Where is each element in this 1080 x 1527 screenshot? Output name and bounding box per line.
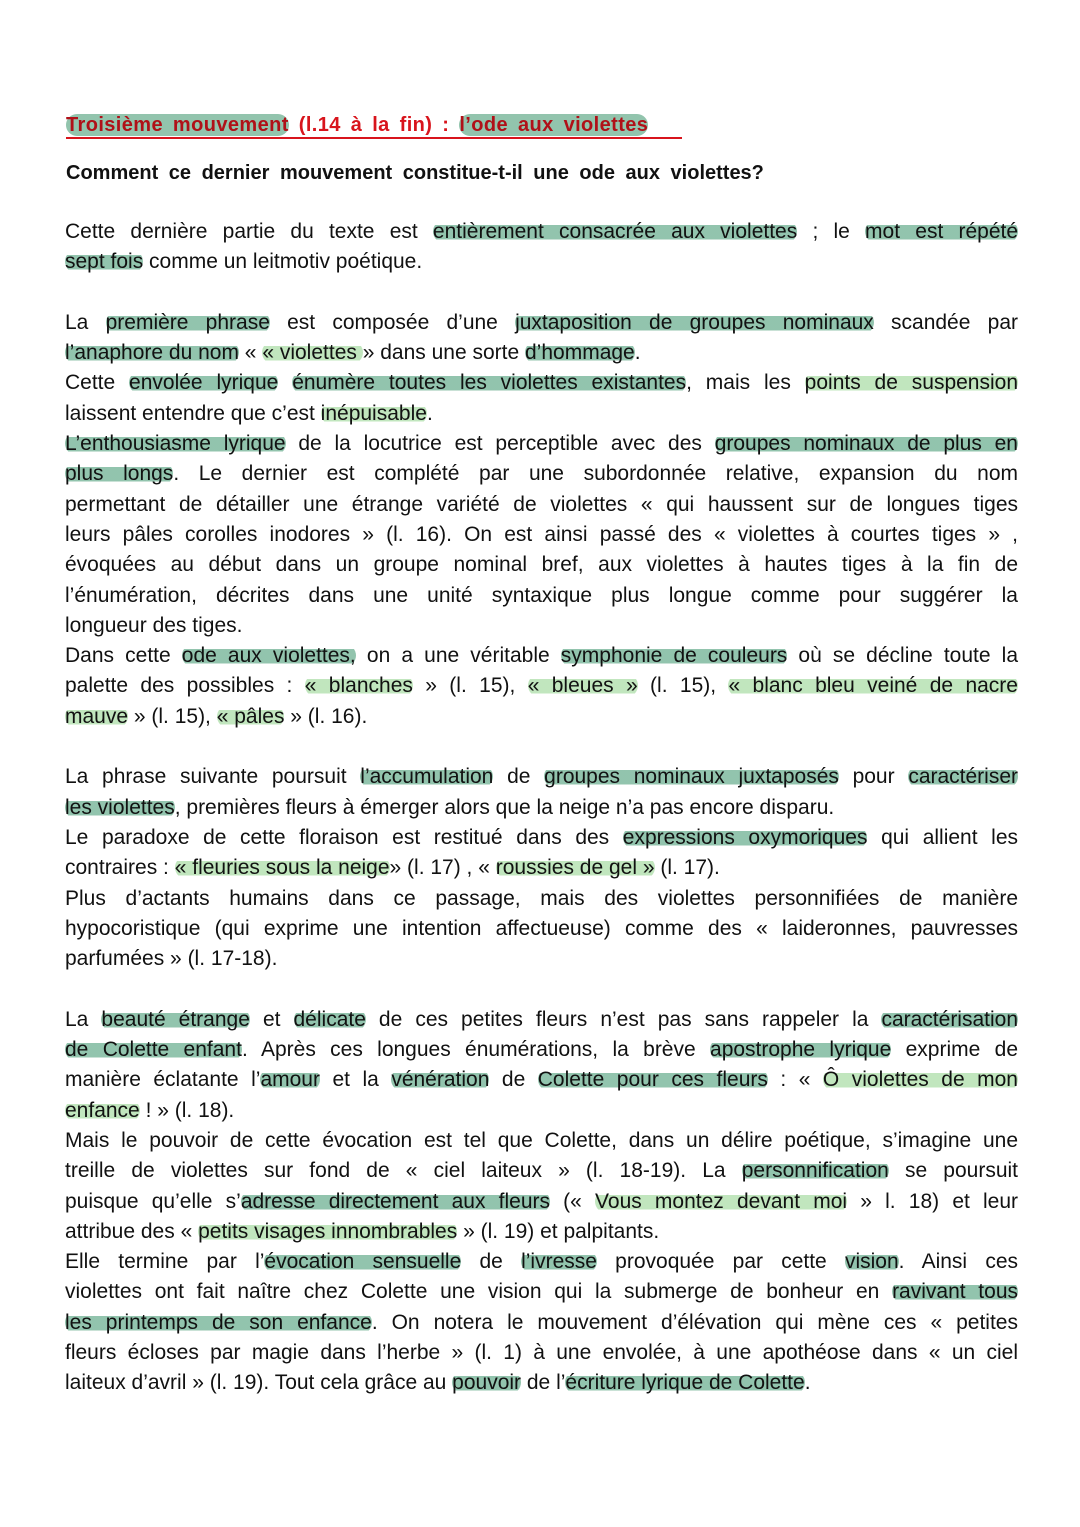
text-run: longueur des tiges.	[65, 613, 243, 637]
text-line	[65, 520, 1018, 550]
text-run: La	[65, 1007, 102, 1031]
text-line	[65, 1187, 1018, 1217]
text-run: » l. 18) et leur	[847, 1189, 1019, 1213]
text-run: .	[426, 401, 433, 425]
highlight-dark: groupes nominaux de plus en	[714, 432, 1018, 456]
text-run: , mais les	[686, 371, 805, 395]
text-run: de la locutrice est perceptible avec des	[285, 432, 715, 456]
text-run: permettant de détailler une étrange variété de violettes « qui haussent sur de longues tiges	[65, 492, 1018, 516]
text-line	[65, 1247, 1018, 1277]
text-run: .	[804, 1371, 811, 1395]
text-run: provoquée par cette	[596, 1250, 845, 1274]
highlight-light: « fleuries sous la neige	[174, 856, 390, 880]
highlight-dark: caractérisation	[881, 1007, 1019, 1031]
text-run: . On notera le mouvement d’élévation qui mène ces « petites	[371, 1310, 1018, 1334]
text-line	[65, 1308, 1018, 1338]
text-run: de l’	[521, 1371, 566, 1395]
text-run: «	[238, 341, 263, 365]
text-line	[65, 884, 1018, 914]
text-run: hypocoristique (qui exprime une intention affectueuse) comme des « laideronnes, pauvresses	[65, 916, 1018, 940]
text-run: » (l. 15),	[412, 674, 528, 698]
highlight-dark: caractériser	[908, 765, 1019, 789]
text-line	[65, 611, 1018, 641]
text-line	[65, 1096, 1018, 1126]
text-run: Dans cette	[65, 644, 182, 668]
highlight-dark: adresse directement aux fleurs	[240, 1189, 550, 1213]
highlight-dark: écriture lyrique de Colette	[565, 1371, 805, 1395]
text-run: («	[550, 1189, 596, 1213]
highlight-dark: les printemps de son enfance	[65, 1310, 372, 1334]
highlight-dark: l’ivresse	[521, 1250, 597, 1274]
text-run: ! » (l. 18).	[139, 1098, 235, 1122]
text-run: se poursuit	[888, 1159, 1018, 1183]
text-line	[65, 944, 1018, 974]
text-line	[65, 1126, 1018, 1156]
text-run: l’énumération, décrites dans une unité syntaxique plus longue comme pour suggérer la	[65, 583, 1018, 607]
text-run: et la	[319, 1068, 392, 1092]
text-run: violettes ont fait naître chez Colette une vision qui la submerge de bonheur en	[65, 1280, 893, 1304]
text-line	[65, 1277, 1018, 1307]
text-run: Cette	[65, 371, 130, 395]
text-line	[65, 1035, 1018, 1065]
highlight-light: Vous montez devant moi	[595, 1189, 848, 1213]
highlight-light: « violettes	[262, 341, 363, 365]
guiding-question: Comment ce dernier mouvement constitue-t-il une ode aux violettes?	[66, 162, 764, 184]
text-line	[65, 490, 1018, 520]
highlight-dark: première phrase	[105, 310, 270, 334]
text-run: palette des possibles :	[65, 674, 305, 698]
text-run: : «	[767, 1068, 823, 1092]
highlight-dark: l’accumulation	[360, 765, 494, 789]
highlight-dark: amour	[260, 1068, 320, 1092]
text-run: laiteux d’avril » (l. 19). Tout cela grâce au	[65, 1371, 453, 1395]
text-run: laissent entendre que c’est	[65, 401, 321, 425]
highlight-dark: beauté étrange	[101, 1007, 250, 1031]
text-line	[65, 671, 1018, 701]
text-line	[65, 1156, 1018, 1186]
text-run: (l.14 à la fin) :	[288, 114, 460, 137]
text-run: où se décline toute la	[787, 644, 1019, 668]
text-run: (l. 17).	[654, 856, 720, 880]
text-run: est composée d’une	[269, 310, 516, 334]
paragraph-block	[65, 1005, 1018, 1399]
text-run: manière éclatante l’	[65, 1068, 261, 1092]
highlight-dark: l’ode aux violettes	[459, 114, 649, 137]
text-line	[65, 762, 1018, 792]
highlight-dark: vénération	[391, 1068, 490, 1092]
text-line	[65, 459, 1018, 489]
text-run: » (l. 17) , «	[389, 856, 496, 880]
text-line	[65, 1217, 1018, 1247]
highlight-light: Ô violettes de mon	[822, 1068, 1018, 1092]
text-run: Cette dernière partie du texte est	[65, 220, 433, 243]
highlight-light: « pâles	[216, 704, 285, 728]
text-run: Le paradoxe de cette floraison est restitué dans des	[65, 825, 623, 849]
text-run: . Le dernier est complété par une subordonnée relative, expansion du nom	[173, 462, 1018, 486]
text-run: , premières fleurs à émerger alors que la neige n’a pas encore disparu.	[174, 795, 835, 819]
highlight-dark: expressions oxymoriques	[622, 825, 868, 849]
text-line	[65, 641, 1018, 671]
text-run: » (l. 16).	[284, 704, 368, 728]
text-line	[65, 338, 1018, 368]
text-line	[65, 429, 1018, 459]
text-line	[65, 550, 1018, 580]
highlight-light: petits visages innombrables	[198, 1219, 458, 1243]
text-run: de	[461, 1250, 522, 1274]
highlight-dark: énumère toutes les violettes existantes	[292, 371, 687, 395]
text-run: contraires :	[65, 856, 175, 880]
text-run: comme un leitmotiv poétique.	[143, 250, 423, 274]
highlight-dark: de Colette enfant	[65, 1038, 242, 1062]
highlight-dark: Troisième mouvement	[66, 114, 289, 137]
text-run: attribue des «	[65, 1219, 199, 1243]
highlight-light: « bleues »	[527, 674, 638, 698]
highlight-light: points de suspension	[804, 371, 1019, 395]
text-line	[65, 914, 1018, 944]
highlight-dark: apostrophe lyrique	[710, 1038, 892, 1062]
text-run: parfumées » (l. 17-18).	[65, 947, 278, 971]
text-run: de ces petites fleurs n’est pas sans rappeler la	[365, 1007, 882, 1031]
highlight-light: inépuisable	[320, 401, 427, 425]
text-line	[65, 702, 1018, 732]
text-run: La phrase suivante poursuit	[65, 765, 361, 789]
paragraph-block	[65, 762, 1018, 974]
highlight-light: « blanc bleu veiné de nacre	[728, 674, 1018, 698]
highlight-dark: pouvoir	[452, 1371, 522, 1395]
section-title	[66, 113, 682, 139]
text-run: exprime de	[891, 1038, 1019, 1062]
text-run: » (l. 15),	[128, 704, 217, 728]
text-run: de	[493, 765, 545, 789]
text-line	[65, 793, 1018, 823]
paragraph-block	[65, 217, 1018, 278]
text-line	[65, 247, 1018, 277]
highlight-dark: d’hommage	[525, 341, 635, 365]
text-run: puisque qu’elle s’	[65, 1189, 241, 1213]
text-line	[65, 823, 1018, 853]
text-run: qui allient les	[867, 825, 1018, 849]
text-run: scandée par	[873, 310, 1018, 334]
highlight-dark: juxtaposition de groupes nominaux	[515, 310, 874, 334]
text-line	[65, 217, 1018, 247]
text-run: .	[634, 341, 641, 365]
text-line	[65, 853, 1018, 883]
text-line	[65, 1338, 1018, 1368]
text-run: . Après ces longues énumérations, la brève	[241, 1038, 711, 1062]
text-line	[65, 368, 1018, 398]
text-line	[65, 1005, 1018, 1035]
text-run: fleurs écloses par magie dans l’herbe » (l. 1) à une envolée, à une apothéose dans « un ciel	[65, 1340, 1018, 1364]
text-run: Plus d’actants humains dans ce passage, mais des violettes personnifiées de manière	[65, 886, 1018, 910]
highlight-dark: les violettes	[65, 795, 175, 819]
highlight-dark: mot est répété	[865, 220, 1019, 243]
text-run: Elle termine par l’	[65, 1250, 265, 1274]
highlight-light: enfance	[65, 1098, 140, 1122]
highlight-dark: symphonie de couleurs	[560, 644, 788, 668]
highlight-dark: délicate	[293, 1007, 366, 1031]
highlight-dark: personnification	[741, 1159, 889, 1183]
text-run: ; le	[797, 220, 866, 243]
text-run: (l. 15),	[637, 674, 729, 698]
highlight-light: roussies de gel »	[495, 856, 655, 880]
highlight-dark: L’enthousiasme lyrique	[65, 432, 286, 456]
text-line	[65, 1065, 1018, 1095]
text-run: pour	[838, 765, 909, 789]
text-run: de	[489, 1068, 538, 1092]
text-line	[65, 308, 1018, 338]
paragraph-block	[65, 308, 1018, 732]
text-line	[65, 399, 1018, 429]
highlight-dark: plus longs	[65, 462, 174, 486]
highlight-dark: vision	[844, 1250, 899, 1274]
text-run: leurs pâles corolles inodores » (l. 16). On est ainsi passé des « violettes à courtes tiges » ,	[65, 522, 1018, 546]
text-run: » dans une sorte	[362, 341, 525, 365]
highlight-dark: évocation sensuelle	[264, 1250, 462, 1274]
highlight-dark: Colette pour ces fleurs	[537, 1068, 768, 1092]
highlight-dark: entièrement consacrée aux violettes	[432, 220, 798, 243]
text-run: Mais le pouvoir de cette évocation est tel que Colette, dans un délire poétique, s’imagine une	[65, 1128, 1018, 1152]
highlight-dark: envolée lyrique	[129, 371, 279, 395]
text-run: on a une véritable	[355, 644, 561, 668]
text-run: . Ainsi ces	[898, 1250, 1018, 1274]
text-run: » (l. 19) et palpitants.	[457, 1219, 660, 1243]
text-run: évoquées au début dans un groupe nominal bref, aux violettes à hautes tiges à la fin de	[65, 553, 1018, 577]
text-run: La	[65, 310, 106, 334]
text-run: treille de violettes sur fond de « ciel laiteux » (l. 18-19). La	[65, 1159, 742, 1183]
highlight-dark: groupes nominaux juxtaposés	[544, 765, 839, 789]
highlight-dark: sept fois	[65, 250, 144, 274]
highlight-light: « blanches	[304, 674, 413, 698]
highlight-dark: l’anaphore du nom	[65, 341, 239, 365]
text-line	[65, 581, 1018, 611]
highlight-dark: ravivant tous	[892, 1280, 1018, 1304]
text-run: et	[249, 1007, 294, 1031]
text-run	[278, 371, 292, 394]
text-line	[65, 1368, 1018, 1398]
highlight-light: mauve	[65, 704, 129, 728]
analysis-body	[65, 217, 1018, 1429]
highlight-dark: ode aux violettes,	[181, 644, 356, 668]
